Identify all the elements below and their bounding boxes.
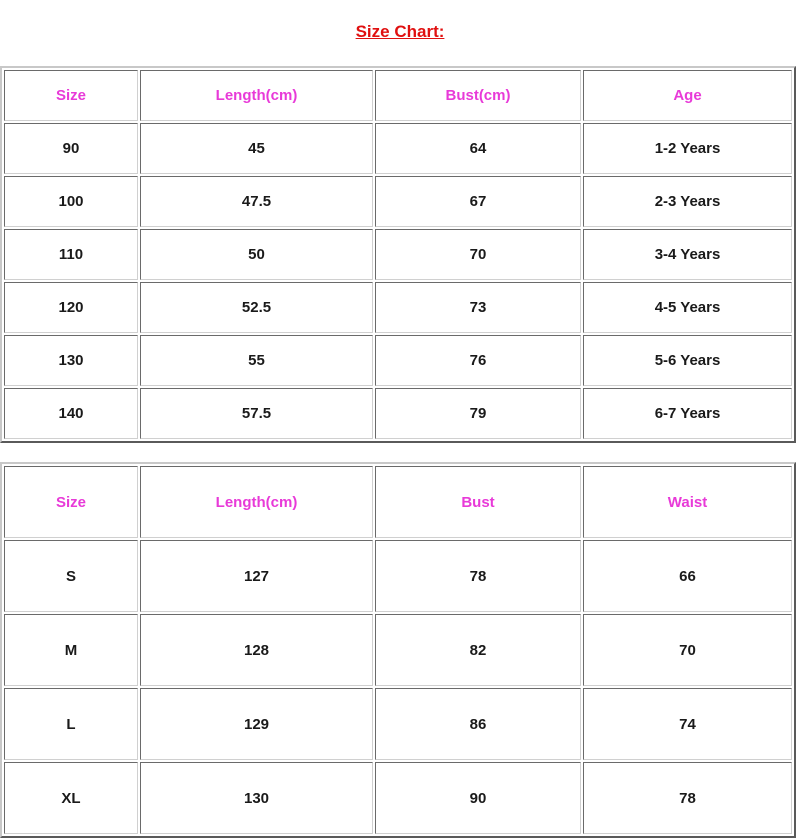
cell-size: S xyxy=(4,540,138,612)
cell-waist: 66 xyxy=(583,540,792,612)
cell-length: 128 xyxy=(140,614,373,686)
header-bust: Bust(cm) xyxy=(375,70,581,121)
table-row xyxy=(4,762,792,834)
header-length: Length(cm) xyxy=(140,466,373,538)
cell-bust: 79 xyxy=(375,388,581,439)
cell-bust: 82 xyxy=(375,614,581,686)
cell-age: 3-4 Years xyxy=(583,229,792,280)
header-age: Age xyxy=(583,70,792,121)
table-row xyxy=(4,388,792,439)
cell-age: 1-2 Years xyxy=(583,123,792,174)
cell-age: 2-3 Years xyxy=(583,176,792,227)
cell-size: XL xyxy=(4,762,138,834)
table-header-row xyxy=(4,70,792,121)
table-row xyxy=(4,614,792,686)
table-header-row xyxy=(4,466,792,538)
cell-length: 45 xyxy=(140,123,373,174)
kids-size-table xyxy=(0,66,796,443)
cell-length: 50 xyxy=(140,229,373,280)
cell-bust: 70 xyxy=(375,229,581,280)
cell-waist: 78 xyxy=(583,762,792,834)
header-bust: Bust xyxy=(375,466,581,538)
cell-size: 100 xyxy=(4,176,138,227)
table-row xyxy=(4,229,792,280)
cell-length: 47.5 xyxy=(140,176,373,227)
size-chart-title: Size Chart: xyxy=(355,22,445,41)
cell-size: M xyxy=(4,614,138,686)
table-row xyxy=(4,335,792,386)
cell-size: 90 xyxy=(4,123,138,174)
cell-length: 52.5 xyxy=(140,282,373,333)
cell-size: 120 xyxy=(4,282,138,333)
cell-waist: 74 xyxy=(583,688,792,760)
cell-size: 110 xyxy=(4,229,138,280)
cell-age: 4-5 Years xyxy=(583,282,792,333)
table-row xyxy=(4,176,792,227)
cell-length: 127 xyxy=(140,540,373,612)
header-size: Size xyxy=(4,466,138,538)
adult-size-table xyxy=(0,462,796,838)
cell-age: 6-7 Years xyxy=(583,388,792,439)
cell-size: 140 xyxy=(4,388,138,439)
table-row xyxy=(4,540,792,612)
cell-length: 130 xyxy=(140,762,373,834)
cell-length: 55 xyxy=(140,335,373,386)
header-size: Size xyxy=(4,70,138,121)
cell-length: 129 xyxy=(140,688,373,760)
table-row xyxy=(4,282,792,333)
cell-size: L xyxy=(4,688,138,760)
cell-bust: 64 xyxy=(375,123,581,174)
header-waist: Waist xyxy=(583,466,792,538)
cell-bust: 73 xyxy=(375,282,581,333)
cell-bust: 90 xyxy=(375,762,581,834)
cell-bust: 78 xyxy=(375,540,581,612)
table-row xyxy=(4,688,792,760)
cell-bust: 76 xyxy=(375,335,581,386)
header-length: Length(cm) xyxy=(140,70,373,121)
table-row xyxy=(4,123,792,174)
cell-length: 57.5 xyxy=(140,388,373,439)
cell-age: 5-6 Years xyxy=(583,335,792,386)
cell-waist: 70 xyxy=(583,614,792,686)
cell-bust: 67 xyxy=(375,176,581,227)
cell-size: 130 xyxy=(4,335,138,386)
cell-bust: 86 xyxy=(375,688,581,760)
